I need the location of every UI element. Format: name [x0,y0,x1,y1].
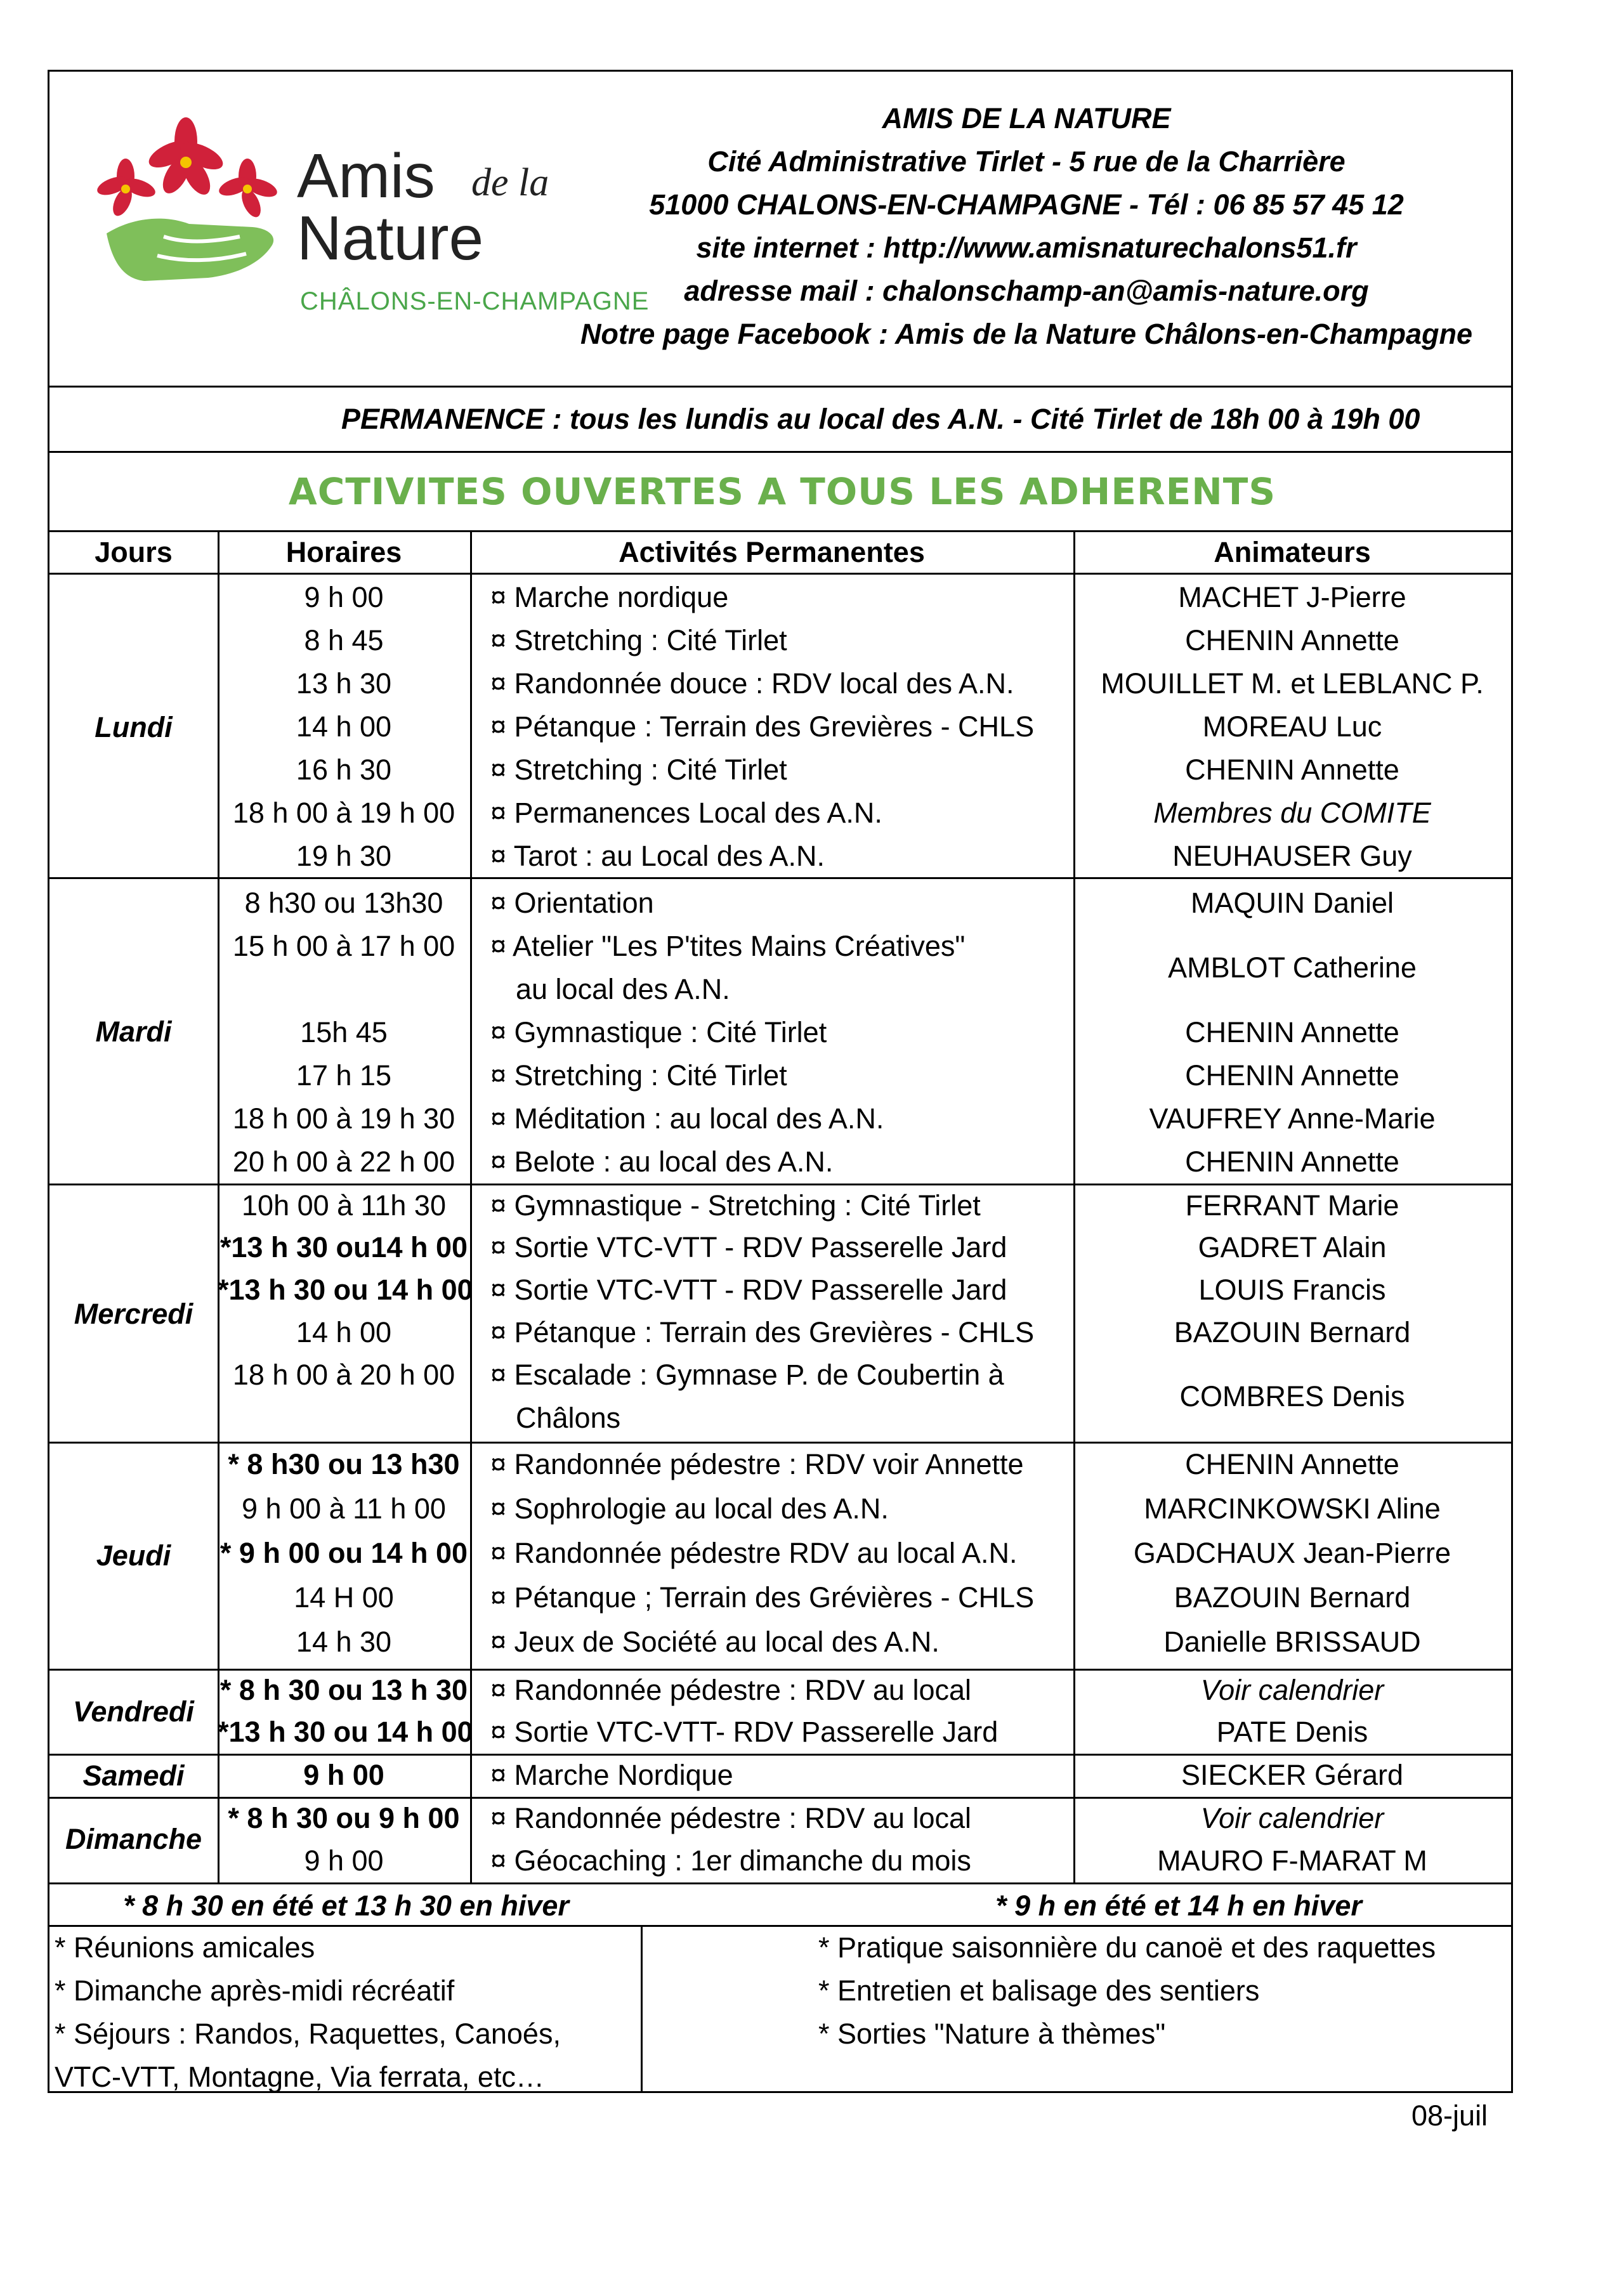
row-activity: ¤ Atelier "Les P'tites Mains Créatives" [490,930,966,962]
row-animator: NEUHAUSER Guy [1172,840,1412,872]
row-time: 14 h 30 [296,1626,392,1658]
row-activity-continued: au local des A.N. [516,973,730,1005]
row-activity: ¤ Randonnée pédestre : RDV voir Annette [490,1448,1024,1480]
row-animator: Membres du COMITE [1153,797,1431,829]
row-activity: ¤ Randonnée pédestre RDV au local A.N. [490,1537,1018,1569]
row-time: 9 h 00 [304,581,384,613]
row-time: 16 h 30 [296,753,392,786]
row-animator: MOUILLET M. et LEBLANC P. [1101,667,1484,700]
document-date: 08-juil [1411,2099,1488,2132]
row-activity: ¤ Gymnastique : Cité Tirlet [490,1016,827,1048]
divider [470,530,472,1882]
header-line: 51000 CHALONS-EN-CHAMPAGNE - Tél : 06 85 57 45 12 [649,188,1404,221]
row-activity: ¤ Marche nordique [490,581,729,613]
row-activity: ¤ Pétanque : Terrain des Grevières - CHLS [490,1316,1035,1348]
extra-activity: * Entretien et balisage des sentiers [818,1974,1260,2007]
row-activity: ¤ Stretching : Cité Tirlet [490,624,787,656]
divider [49,573,1511,575]
day-label-jeudi: Jeudi [96,1539,171,1572]
row-animator: BAZOUIN Bernard [1174,1581,1411,1614]
row-time: * 8 h 30 ou 9 h 00 [228,1802,460,1834]
row-time: 17 h 15 [296,1059,392,1092]
row-animator: MAURO F-MARAT M [1157,1844,1427,1877]
row-animator: MOREAU Luc [1202,710,1382,743]
footnote-summer-winter-1: * 8 h 30 en été et 13 h 30 en hiver [123,1889,569,1922]
row-activity: ¤ Randonnée pédestre : RDV au local [490,1802,971,1834]
day-label-mercredi: Mercredi [74,1298,193,1330]
row-animator: LOUIS Francis [1198,1274,1386,1306]
extra-activity: * Réunions amicales [55,1931,315,1964]
logo-emblem-icon [88,107,297,303]
row-animator: Danielle BRISSAUD [1163,1626,1421,1658]
logo-city: CHÂLONS-EN-CHAMPAGNE [300,287,650,315]
logo-word-nature: Nature [297,203,484,273]
row-activity: ¤ Géocaching : 1er dimanche du mois [490,1844,971,1877]
row-time: * 8 h 30 ou 13 h 30 [219,1674,468,1706]
row-activity: ¤ Sortie VTC-VTT - RDV Passerelle Jard [490,1274,1007,1306]
row-activity: ¤ Sortie VTC-VTT - RDV Passerelle Jard [490,1231,1007,1263]
row-animator: MACHET J-Pierre [1178,581,1406,613]
row-time: 13 h 30 [296,667,392,700]
header-line: adresse mail : chalonschamp-an@amis-nature.org [684,275,1369,307]
row-time: *13 h 30 ou 14 h 00 [218,1716,473,1748]
row-animator: CHENIN Annette [1185,753,1399,786]
row-time: 8 h30 ou 13h30 [244,887,443,919]
row-animator: GADCHAUX Jean-Pierre [1133,1537,1451,1569]
row-activity: ¤ Stretching : Cité Tirlet [490,753,787,786]
row-animator: CHENIN Annette [1185,1016,1399,1048]
row-activity: ¤ Jeux de Société au local des A.N. [490,1626,940,1658]
extra-activity: * Séjours : Randos, Raquettes, Canoés, [55,2018,561,2050]
day-label-dimanche: Dimanche [65,1823,202,1855]
row-time: 15 h 00 à 17 h 00 [232,930,455,962]
row-activity-continued: Châlons [516,1402,621,1434]
logo-word-dela: de la [471,161,549,204]
row-time: 15h 45 [300,1016,388,1048]
row-time: 14 h 00 [296,710,392,743]
row-animator: CHENIN Annette [1185,1448,1399,1480]
day-label-vendredi: Vendredi [73,1695,194,1728]
row-activity: ¤ Randonnée pédestre : RDV au local [490,1674,971,1706]
row-time: 14 h 00 [296,1316,392,1348]
column-header-horaires: Horaires [285,536,402,568]
header-line: Notre page Facebook : Amis de la Nature Châlons-en-Champagne [580,318,1473,350]
divider [49,1882,1511,1884]
row-activity: ¤ Marche Nordique [490,1759,733,1791]
row-activity: ¤ Orientation [490,887,654,919]
row-activity: ¤ Gymnastique - Stretching : Cité Tirlet [490,1189,981,1222]
row-activity: ¤ Escalade : Gymnase P. de Coubertin à [490,1359,1004,1391]
permanence-text: PERMANENCE : tous les lundis au local des A.N. - Cité Tirlet de 18h 00 à 19h 00 [341,403,1420,435]
day-label-lundi: Lundi [95,711,173,743]
header-line: AMIS DE LA NATURE [882,102,1171,134]
extra-activity: * Sorties "Nature à thèmes" [818,2018,1166,2050]
row-time: 19 h 30 [296,840,392,872]
row-animator: VAUFREY Anne-Marie [1149,1102,1436,1135]
day-label-samedi: Samedi [82,1759,185,1792]
row-animator: PATE Denis [1216,1716,1368,1748]
row-time: 18 h 00 à 19 h 30 [232,1102,455,1135]
footnote-summer-winter-2: * 9 h en été et 14 h en hiver [995,1889,1362,1922]
row-animator: MARCINKOWSKI Aline [1144,1492,1441,1525]
column-header-activites: Activités Permanentes [619,536,925,568]
row-activity: ¤ Pétanque ; Terrain des Grévières - CHLS [490,1581,1035,1614]
header-contact-block [551,97,1502,356]
row-animator: Voir calendrier [1200,1802,1384,1834]
row-animator: CHENIN Annette [1185,1059,1399,1092]
extra-activity: VTC-VTT, Montagne, Via ferrata, etc… [55,2061,544,2093]
row-activity: ¤ Permanences Local des A.N. [490,797,882,829]
row-time: * 8 h30 ou 13 h30 [228,1448,460,1480]
row-time: 8 h 45 [304,624,384,656]
row-time: 14 H 00 [294,1581,394,1614]
row-activity: ¤ Sophrologie au local des A.N. [490,1492,889,1525]
row-time: 9 h 00 [304,1844,384,1877]
row-animator: CHENIN Annette [1185,624,1399,656]
row-activity: ¤ Sortie VTC-VTT- RDV Passerelle Jard [490,1716,999,1748]
row-animator: COMBRES Denis [1179,1380,1405,1412]
extra-activity: * Pratique saisonnière du canoë et des raquettes [818,1931,1436,1964]
row-time: *13 h 30 ou 14 h 00 [218,1274,473,1306]
day-label-mardi: Mardi [95,1015,172,1048]
row-animator: BAZOUIN Bernard [1174,1316,1411,1348]
row-time: 20 h 00 à 22 h 00 [232,1145,455,1178]
row-activity: ¤ Tarot : au Local des A.N. [490,840,825,872]
divider [641,1925,643,2091]
column-header-jours: Jours [95,536,173,568]
row-time: 9 h 00 [303,1759,384,1791]
section-title: ACTIVITES OUVERTES A TOUS LES ADHERENTS [288,470,1276,513]
row-activity: ¤ Stretching : Cité Tirlet [490,1059,787,1092]
row-time: 9 h 00 à 11 h 00 [242,1492,446,1525]
header-line: site internet : http://www.amisnaturechalons51.fr [696,232,1357,264]
row-time: 18 h 00 à 19 h 00 [232,797,455,829]
row-animator: MAQUIN Daniel [1190,887,1394,919]
permanence-line [49,388,1515,451]
row-activity: ¤ Randonnée douce : RDV local des A.N. [490,667,1014,700]
row-time: *13 h 30 ou14 h 00 [219,1231,468,1263]
row-time: * 9 h 00 ou 14 h 00 [219,1537,468,1569]
row-activity: ¤ Méditation : au local des A.N. [490,1102,884,1135]
row-activity: ¤ Belote : au local des A.N. [490,1145,834,1178]
row-animator: FERRANT Marie [1185,1189,1399,1222]
column-header-animateurs: Animateurs [1214,536,1371,568]
row-animator: Voir calendrier [1200,1674,1384,1706]
activity-sheet [48,70,1513,2093]
row-animator: CHENIN Annette [1185,1145,1399,1178]
logo-word-amis: Amis [297,141,435,211]
row-animator: GADRET Alain [1198,1231,1387,1263]
row-animator: AMBLOT Catherine [1168,951,1417,984]
header-line: Cité Administrative Tirlet - 5 rue de la Charrière [707,145,1346,178]
row-activity: ¤ Pétanque : Terrain des Grevières - CHLS [490,710,1035,743]
row-time: 18 h 00 à 20 h 00 [232,1359,455,1391]
row-time: 10h 00 à 11h 30 [242,1189,446,1222]
row-animator: SIECKER Gérard [1181,1759,1404,1791]
extra-activity: * Dimanche après-midi récréatif [55,1974,455,2007]
